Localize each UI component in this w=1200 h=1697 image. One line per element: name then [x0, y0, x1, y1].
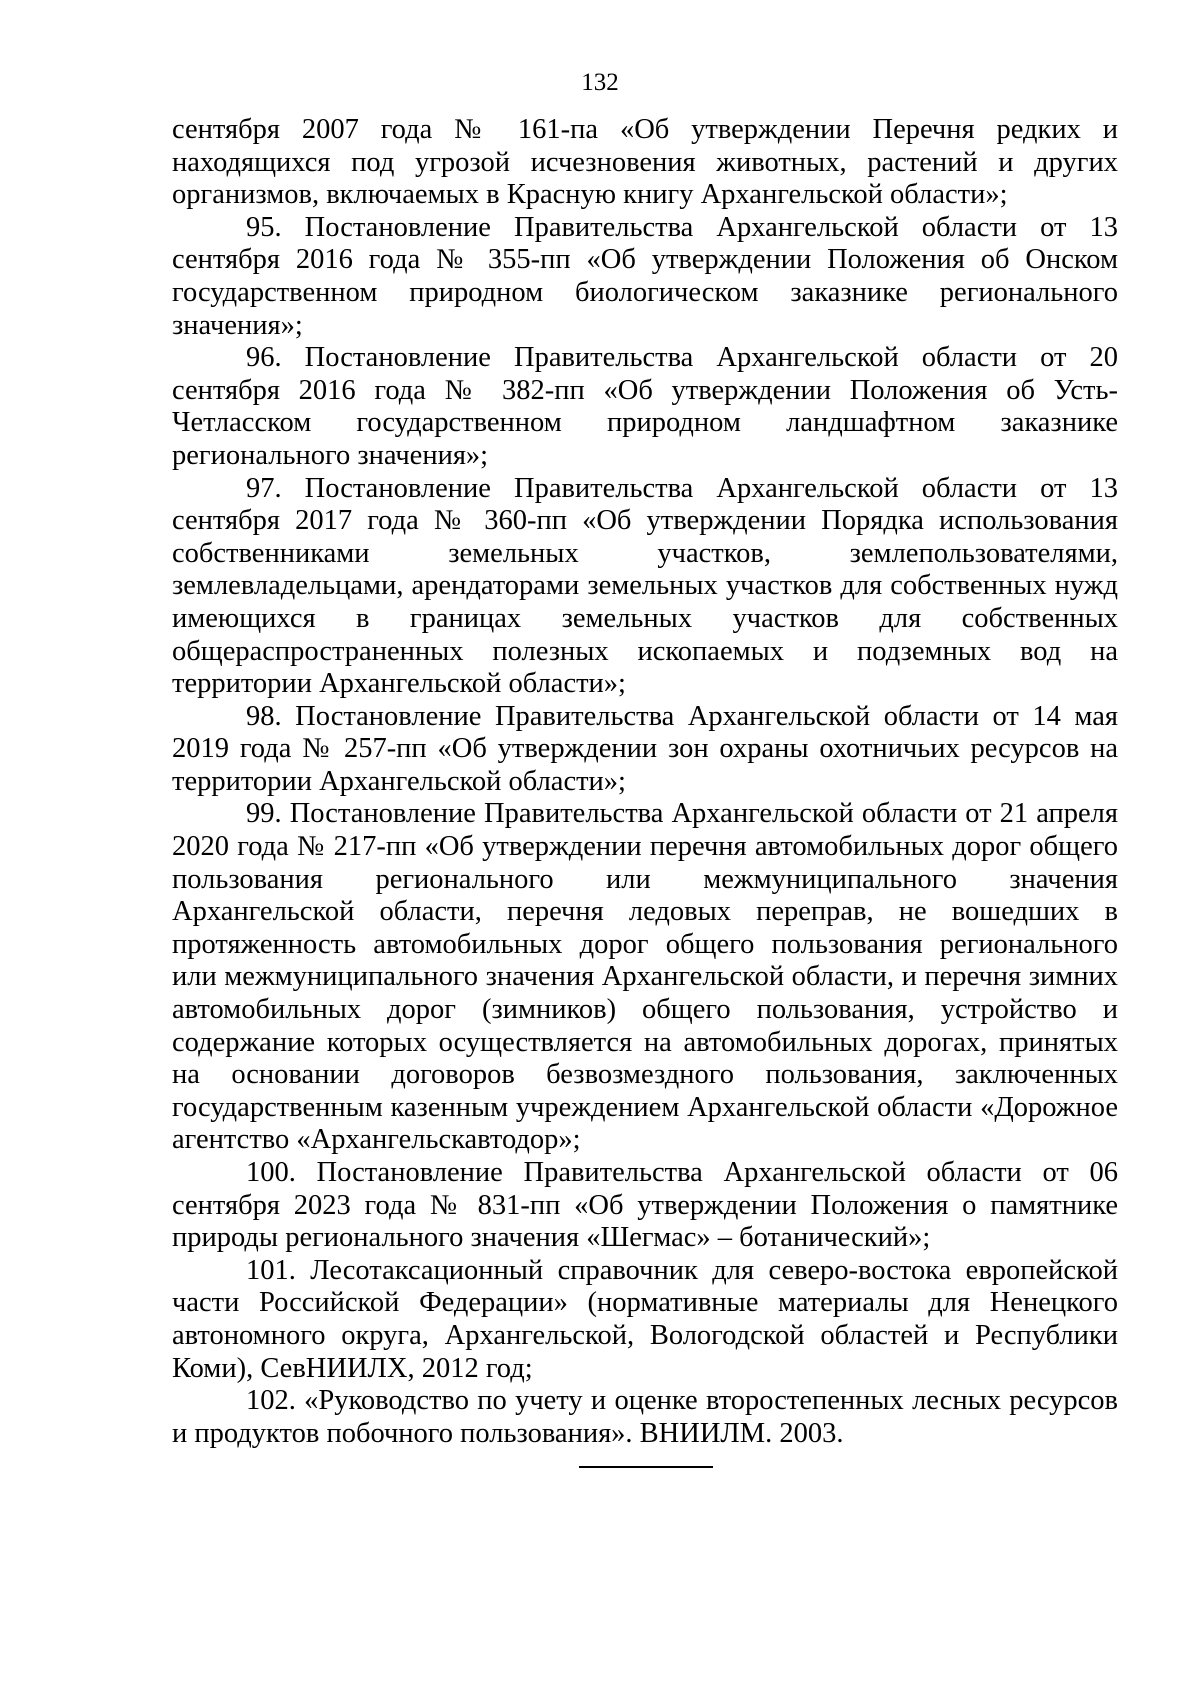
- document-body: [172, 114, 1118, 1450]
- list-item-99: 99. Постановление Правительства Архангельской области от 21 апреля 2020 года № 217-пп «Об утверждении перечня автомобильных дорог общего пользования регионального или межмуниципального значения Архангельской области, перечня ледовых переправ, не вошедших в протяженность автомобильных дорог общего пользования регионального или межмуниципального значения Архангельской области, и перечня зимних автомобильных дорог (зимников) общего пользования, устройство и содержание которых осуществляется на автомобильных дорогах, принятых на основании договоров безвозмездного пользования, заключенных государственным казенным учреждением Архангельской области «Дорожное агентство «Архангельскавтодор»;: [172, 798, 1118, 1156]
- list-item-97: 97. Постановление Правительства Архангельской области от 13 сентября 2017 года № 360-пп «Об утверждении Порядка использования собственниками земельных участков, землепользователями, землевладельцами, арендаторами земельных участков для собственных нужд имеющихся в границах земельных участков для собственных общераспространенных полезных ископаемых и подземных вод на территории Архангельской области»;: [172, 472, 1118, 700]
- list-item-95: 95. Постановление Правительства Архангельской области от 13 сентября 2016 года № 355-пп «Об утверждении Положения об Онском государственном природном биологическом заказнике регионального значения»;: [172, 211, 1118, 341]
- list-item-101: 101. Лесотаксационный справочник для северо-востока европейской части Российской Федерации» (нормативные материалы для Ненецкого автономного округа, Архангельской, Вологодской областей и Республики Коми), СевНИИЛХ, 2012 год;: [172, 1254, 1118, 1384]
- list-item-98: 98. Постановление Правительства Архангельской области от 14 мая 2019 года № 257-пп «Об утверждении зон охраны охотничьих ресурсов на территории Архангельской области»;: [172, 700, 1118, 797]
- end-divider-line: [579, 1466, 713, 1468]
- list-item-100: 100. Постановление Правительства Архангельской области от 06 сентября 2023 года № 831-пп «Об утверждении Положения о памятнике природы регионального значения «Шегмас» – ботанический»;: [172, 1157, 1118, 1254]
- list-item-102: 102. «Руководство по учету и оценке второстепенных лесных ресурсов и продуктов побочного пользования». ВНИИЛМ. 2003.: [172, 1385, 1118, 1449]
- page-number: 132: [581, 69, 619, 96]
- list-item-96: 96. Постановление Правительства Архангельской области от 20 сентября 2016 года № 382-пп «Об утверждении Положения об Усть-Четласском государственном природном ландшафтном заказнике регионального значения»;: [172, 342, 1118, 471]
- paragraph-continuation: сентября 2007 года № 161-па «Об утверждении Перечня редких и находящихся под угрозой исчезновения животных, растений и других организмов, включаемых в Красную книгу Архангельской области»;: [172, 114, 1118, 211]
